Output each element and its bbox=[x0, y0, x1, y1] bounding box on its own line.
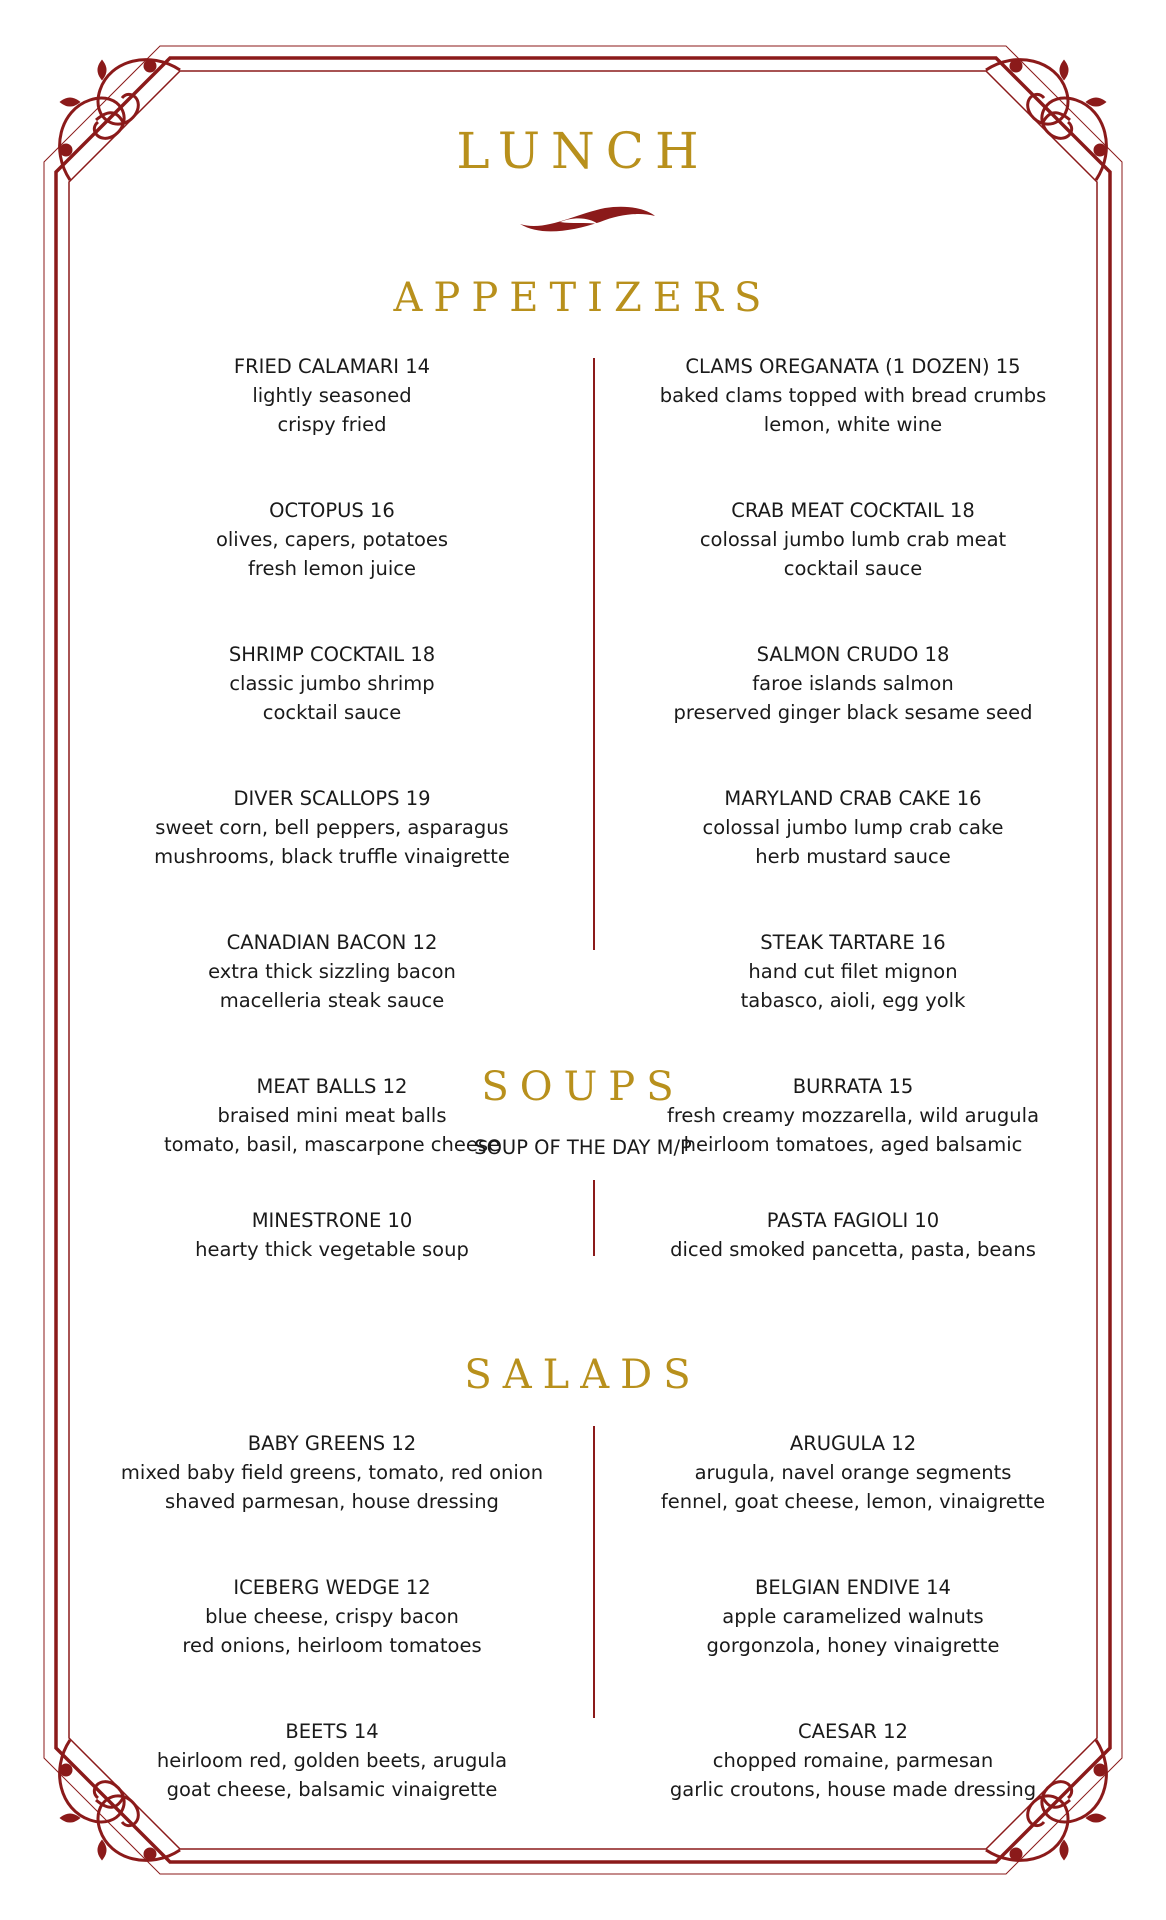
salads-left-column bbox=[97, 1429, 567, 1804]
menu-item-description: hand cut filet mignon bbox=[748, 960, 958, 983]
menu-item-name: PASTA FAGIOLI 10 bbox=[766, 1209, 940, 1232]
menu-item-description: gorgonzola, honey vinaigrette bbox=[706, 1634, 1000, 1657]
menu-item-description: sweet corn, bell peppers, asparagus bbox=[155, 816, 509, 839]
menu-item-description: macelleria steak sauce bbox=[219, 989, 445, 1012]
menu-item-name: ARUGULA 12 bbox=[789, 1432, 917, 1455]
appetizers-left-column bbox=[97, 352, 567, 1159]
menu-item-name: MEAT BALLS 12 bbox=[256, 1075, 408, 1098]
soups-left-column bbox=[97, 1206, 567, 1264]
menu-item-name: CANADIAN BACON 12 bbox=[226, 931, 438, 954]
menu-item-name: MARYLAND CRAB CAKE 16 bbox=[724, 787, 982, 810]
menu-item-description: lightly seasoned bbox=[252, 384, 412, 407]
menu-item bbox=[618, 928, 1088, 1015]
menu-item bbox=[97, 1429, 567, 1516]
menu-item-description: colossal jumbo lumb crab meat bbox=[699, 528, 1007, 551]
menu-item-description: garlic croutons, house made dressing bbox=[669, 1778, 1037, 1801]
menu-item-description: crispy fried bbox=[277, 413, 387, 436]
menu-item bbox=[618, 352, 1088, 439]
menu-item-description: classic jumbo shrimp bbox=[229, 672, 435, 695]
menu-item-name: STEAK TARTARE 16 bbox=[760, 931, 946, 954]
soups-right-column bbox=[618, 1206, 1088, 1264]
menu-item-description: tabasco, aioli, egg yolk bbox=[740, 989, 966, 1012]
section-heading-salads: SALADS bbox=[464, 1352, 702, 1398]
menu-item-description: arugula, navel orange segments bbox=[694, 1461, 1012, 1484]
menu-item-name: OCTOPUS 16 bbox=[269, 499, 395, 522]
menu-item bbox=[618, 640, 1088, 727]
menu-item bbox=[97, 1206, 567, 1264]
menu-item-description: fresh lemon juice bbox=[248, 557, 416, 580]
salads-right-column bbox=[618, 1429, 1088, 1804]
menu-item-description: fresh creamy mozzarella, wild arugula bbox=[666, 1104, 1040, 1127]
menu-item-name: SALMON CRUDO 18 bbox=[756, 643, 950, 666]
menu-item-description: hearty thick vegetable soup bbox=[195, 1238, 469, 1261]
menu-item-name: DIVER SCALLOPS 19 bbox=[233, 787, 431, 810]
salads-column-divider bbox=[593, 1426, 595, 1718]
menu-item-name: ICEBERG WEDGE 12 bbox=[233, 1576, 431, 1599]
section-heading-soups: SOUPS bbox=[481, 1064, 685, 1110]
soup-of-the-day: SOUP OF THE DAY M/P bbox=[474, 1136, 692, 1159]
menu-item-name: CLAMS OREGANATA (1 DOZEN) 15 bbox=[685, 355, 1021, 378]
soups-column-divider bbox=[593, 1180, 595, 1256]
menu-item-description: faroe islands salmon bbox=[752, 672, 954, 695]
menu-item bbox=[618, 1717, 1088, 1804]
menu-item-description: mushrooms, black truffle vinaigrette bbox=[154, 845, 510, 868]
menu-item-description: tomato, basil, mascarpone cheese bbox=[163, 1133, 501, 1156]
menu-item bbox=[618, 1206, 1088, 1264]
menu-item bbox=[618, 1573, 1088, 1660]
menu-item bbox=[97, 784, 567, 871]
appetizers-right-column bbox=[618, 352, 1088, 1159]
menu-item-name: BURRATA 15 bbox=[792, 1075, 914, 1098]
menu-item-name: BELGIAN ENDIVE 14 bbox=[755, 1576, 951, 1599]
menu-item-name: BABY GREENS 12 bbox=[247, 1432, 417, 1455]
menu-item-name: BEETS 14 bbox=[285, 1720, 379, 1743]
menu-item-name: CRAB MEAT COCKTAIL 18 bbox=[731, 499, 975, 522]
menu-item-description: goat cheese, balsamic vinaigrette bbox=[166, 1778, 498, 1801]
menu-item-name: MINESTRONE 10 bbox=[251, 1209, 413, 1232]
menu-item-description: baked clams topped with bread crumbs bbox=[659, 384, 1047, 407]
menu-item bbox=[97, 928, 567, 1015]
menu-item bbox=[97, 1717, 567, 1804]
menu-item-description: heirloom tomatoes, aged balsamic bbox=[683, 1133, 1023, 1156]
menu-item-description: extra thick sizzling bacon bbox=[208, 960, 456, 983]
menu-item-description: mixed baby field greens, tomato, red onion bbox=[120, 1461, 544, 1484]
menu-item-description: preserved ginger black sesame seed bbox=[673, 701, 1033, 724]
menu-item-description: diced smoked pancetta, pasta, beans bbox=[670, 1238, 1036, 1261]
menu-item-description: apple caramelized walnuts bbox=[722, 1605, 984, 1628]
menu-item-description: cocktail sauce bbox=[262, 701, 402, 724]
menu-item-description: lemon, white wine bbox=[763, 413, 943, 436]
menu-item-name: CAESAR 12 bbox=[798, 1720, 908, 1743]
menu-item bbox=[618, 1429, 1088, 1516]
menu-item bbox=[97, 1573, 567, 1660]
menu-item-description: heirloom red, golden beets, arugula bbox=[156, 1749, 508, 1772]
menu-item-description: shaved parmesan, house dressing bbox=[165, 1490, 499, 1513]
menu-item-name: SHRIMP COCKTAIL 18 bbox=[228, 643, 436, 666]
menu-item bbox=[97, 496, 567, 583]
menu-item bbox=[618, 496, 1088, 583]
menu-item-description: chopped romaine, parmesan bbox=[712, 1749, 994, 1772]
menu-item-description: fennel, goat cheese, lemon, vinaigrette bbox=[660, 1490, 1046, 1513]
menu-item-description: olives, capers, potatoes bbox=[215, 528, 449, 551]
menu-item bbox=[618, 784, 1088, 871]
menu-item-description: blue cheese, crispy bacon bbox=[205, 1605, 459, 1628]
section-heading-appetizers: APPETIZERS bbox=[393, 275, 773, 321]
menu-item-description: cocktail sauce bbox=[783, 557, 923, 580]
menu-item-description: herb mustard sauce bbox=[755, 845, 951, 868]
swirl-divider-icon bbox=[520, 207, 655, 232]
menu-item-description: braised mini meat balls bbox=[217, 1104, 447, 1127]
menu-item bbox=[97, 352, 567, 439]
menu-item bbox=[97, 640, 567, 727]
menu-item-description: red onions, heirloom tomatoes bbox=[182, 1634, 482, 1657]
appetizers-column-divider bbox=[593, 358, 595, 950]
menu-item-name: FRIED CALAMARI 14 bbox=[233, 355, 431, 378]
menu-item-description: colossal jumbo lump crab cake bbox=[702, 816, 1004, 839]
page-title: LUNCH bbox=[456, 122, 710, 180]
